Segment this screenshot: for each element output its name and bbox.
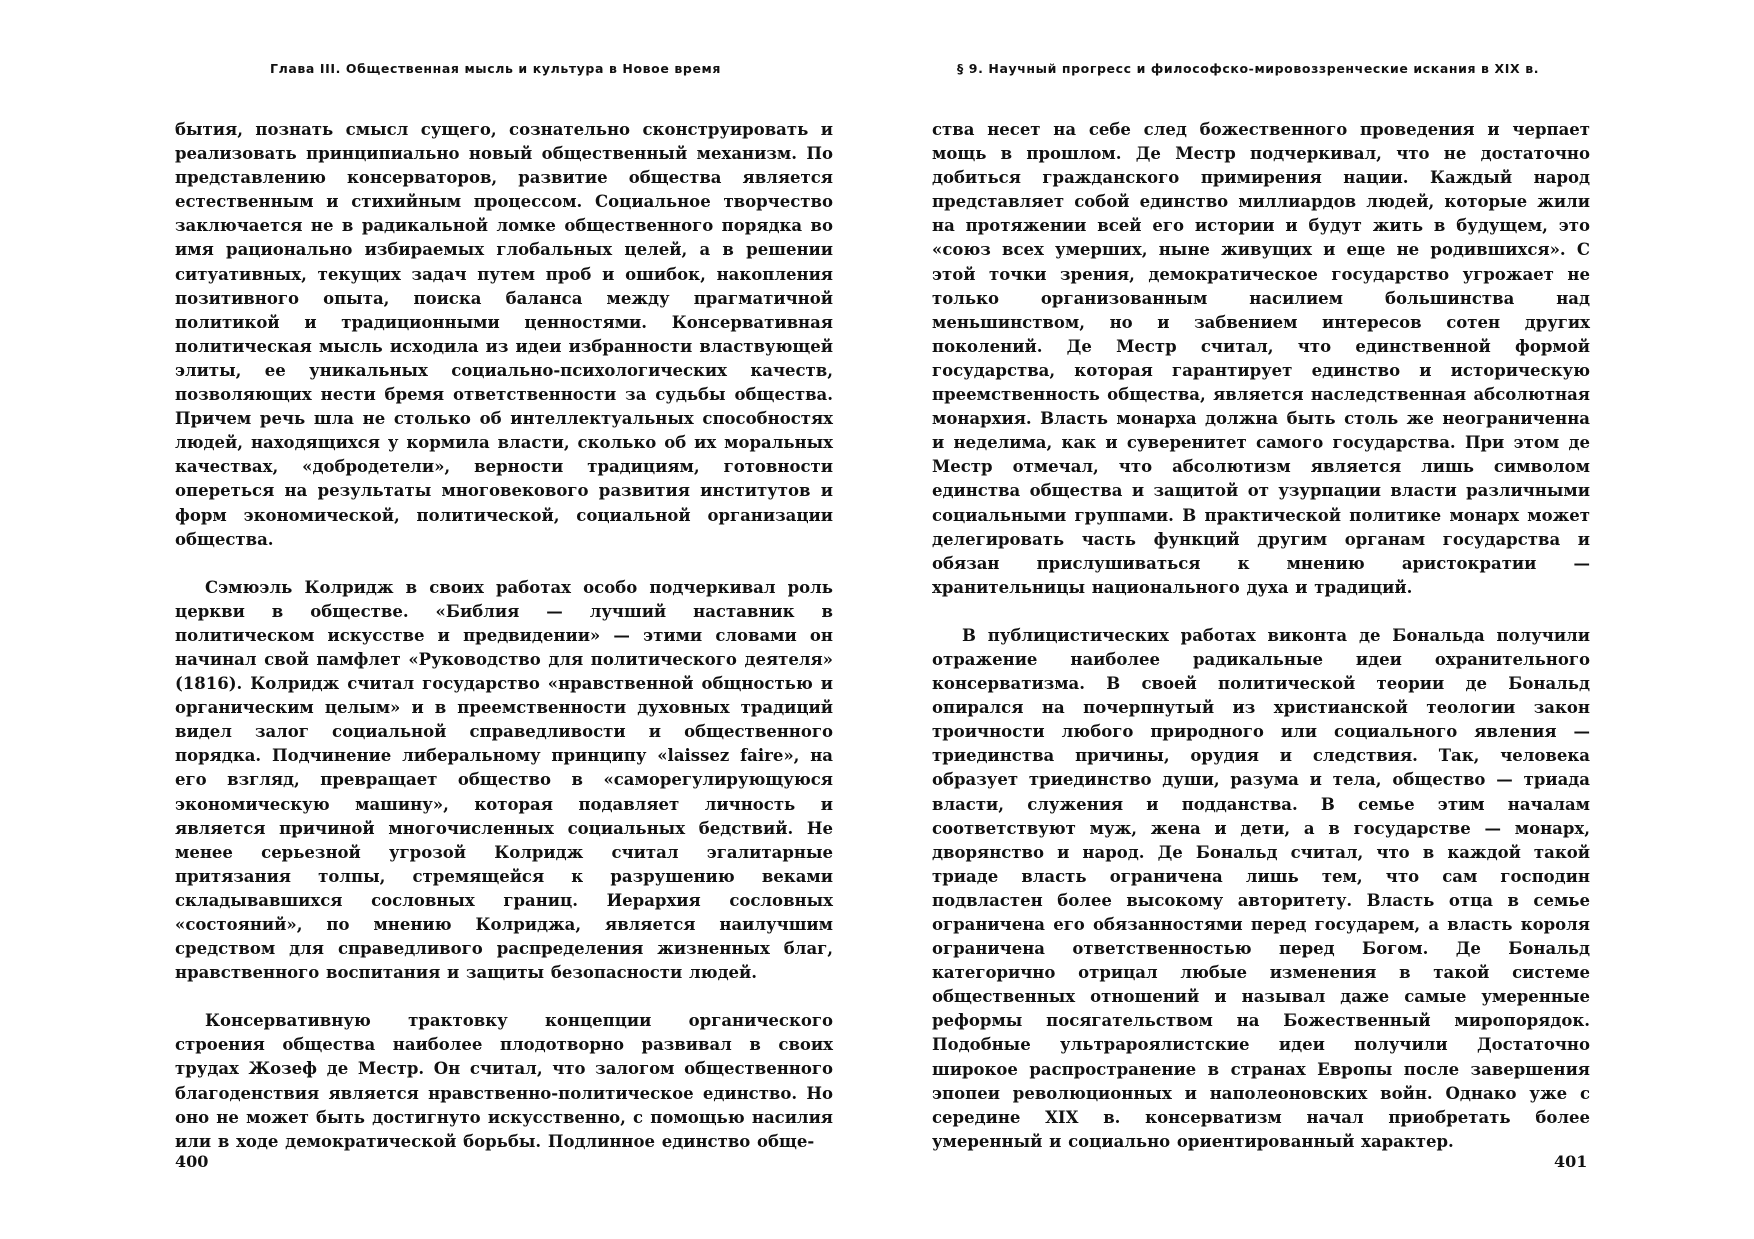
right-page — [877, 0, 1754, 1239]
right-page-body — [932, 118, 1590, 1178]
right-paragraph-1: ства несет на себе след божественного проведения и черпает мощь в прошлом. Де Местр подчеркивал, что не достаточно добиться гражданского примирения нации. Каждый народ представляет собой единство миллиардов людей, которые жили на протяжении всей его истории и будут жить в будущем, это «союз всех умерших, ныне живущих и еще не родившихся». С этой точки зрения, демократическое государство угрожает не только организованным насилием большинства над меньшинством, но и забвением интересов сотен других поколений. Де Местр считал, что единственной формой государства, которая гарантирует единство и историческую преемственность общества, является наследственная абсолютная монархия. Власть монарха должна быть столь же неограниченна и неделима, как и суверенитет самого государства. При этом де Местр отмечал, что абсолютизм является лишь символом единства общества и защитой от узурпации власти различными социальными группами. В практической политике монарх может делегировать часть функций другим органам государства и обязан прислушиваться к мнению аристократии — хранительницы национального духа и традиций. — [932, 120, 1590, 597]
left-paragraph-2: Сэмюэль Колридж в своих работах особо подчеркивал роль церкви в обществе. «Библия — лучший наставник в политическом искусстве и предвидении» — этими словами он начинал свой памфлет «Руководство для политического деятеля» (1816). Колридж считал государство «нравственной общностью и органическим целым» и в преемственности духовных традиций видел залог социальной справедливости и общественного порядка. Подчинение либеральному принципу «laissez faire», на его взгляд, превращает общество в «саморегулирующуюся экономическую машину», которая подавляет личность и является причиной многочисленных социальных бедствий. Не менее серьезной угрозой Колридж считал эгалитарные притязания толпы, стремящейся к разрушению веками складывавшихся сословных границ. Иерархия сословных «состояний», по мнению Колриджа, является наилучшим средством для справедливого распределения жизненных благ, нравственного воспитания и защиты безопасности людей. — [175, 577, 833, 983]
left-page-number: 400 — [175, 1152, 209, 1171]
left-paragraph-3: Консервативную трактовку концепции органического строения общества наиболее плодотворно развивал в своих трудах Жозеф де Местр. Он считал, что залогом общественного благоденствия является нравственно-политическое единство. Но оно не может быть достигнуто искусственно, с помощью насилия или в ходе демократической борьбы. Подлинное единство обще- — [175, 1011, 833, 1151]
right-paragraph-2: В публицистических работах виконта де Бональда получили отражение наиболее радикальные идеи охранительного консерватизма. В своей политической теории де Бональд опирался на почерпнутый из христианской теологии закон троичности любого природного или социального явления — триединства причины, орудия и следствия. Так, человека образует триединство души, разума и тела, общество — триада власти, служения и подданства. В семье этим началам соответствуют муж, жена и дети, а в государстве — монарх, дворянство и народ. Де Бональд считал, что в каждой такой триаде власть ограничена лишь тем, что сам господин подвластен более высокому авторитету. Власть отца в семье ограничена его обязанностями перед государем, а власть короля ограничена ответственностью перед Богом. Де Бональд категорично отрицал любые изменения в такой системе общественных отношений и называл даже самые умеренные реформы посягательством на Божественный миропорядок. Подобные ультрароялистские идеи получили Достаточно широкое распространение в странах Европы после завершения эпопеи революционных и наполеоновских войн. Однако уже с середине XIX в. консерватизм начал приобретать более умеренный и социально ориентированный характер. — [932, 625, 1590, 1151]
right-running-head: § 9. Научный прогресс и философско-мировоззренческие искания в XIX в. — [957, 61, 1540, 76]
left-paragraph-1: бытия, познать смысл сущего, сознательно сконструировать и реализовать принципиально новый общественный механизм. По представлению консерваторов, развитие общества является естественным и стихийным процессом. Социальное творчество заключается не в радикальной ломке общественного порядка во имя рационально избираемых глобальных целей, а в решении ситуативных, текущих задач путем проб и ошибок, накопления позитивного опыта, поиска баланса между прагматичной политикой и традиционными ценностями. Консервативная политическая мысль исходила из идеи избранности властвующей элиты, ее уникальных социально-психологических качеств, позволяющих нести бремя ответственности за судьбы общества. Причем речь шла не столько об интеллектуальных способностях людей, находящихся у кормила власти, сколько об их моральных качествах, «добродетели», верности традициям, готовности опереться на результаты многовекового развития институтов и форм экономической, политической, социальной организации общества. — [175, 120, 833, 549]
right-page-number: 401 — [1554, 1152, 1588, 1171]
left-running-head: Глава III. Общественная мысль и культура в Новое время — [270, 61, 721, 76]
left-page-body — [175, 118, 833, 1178]
